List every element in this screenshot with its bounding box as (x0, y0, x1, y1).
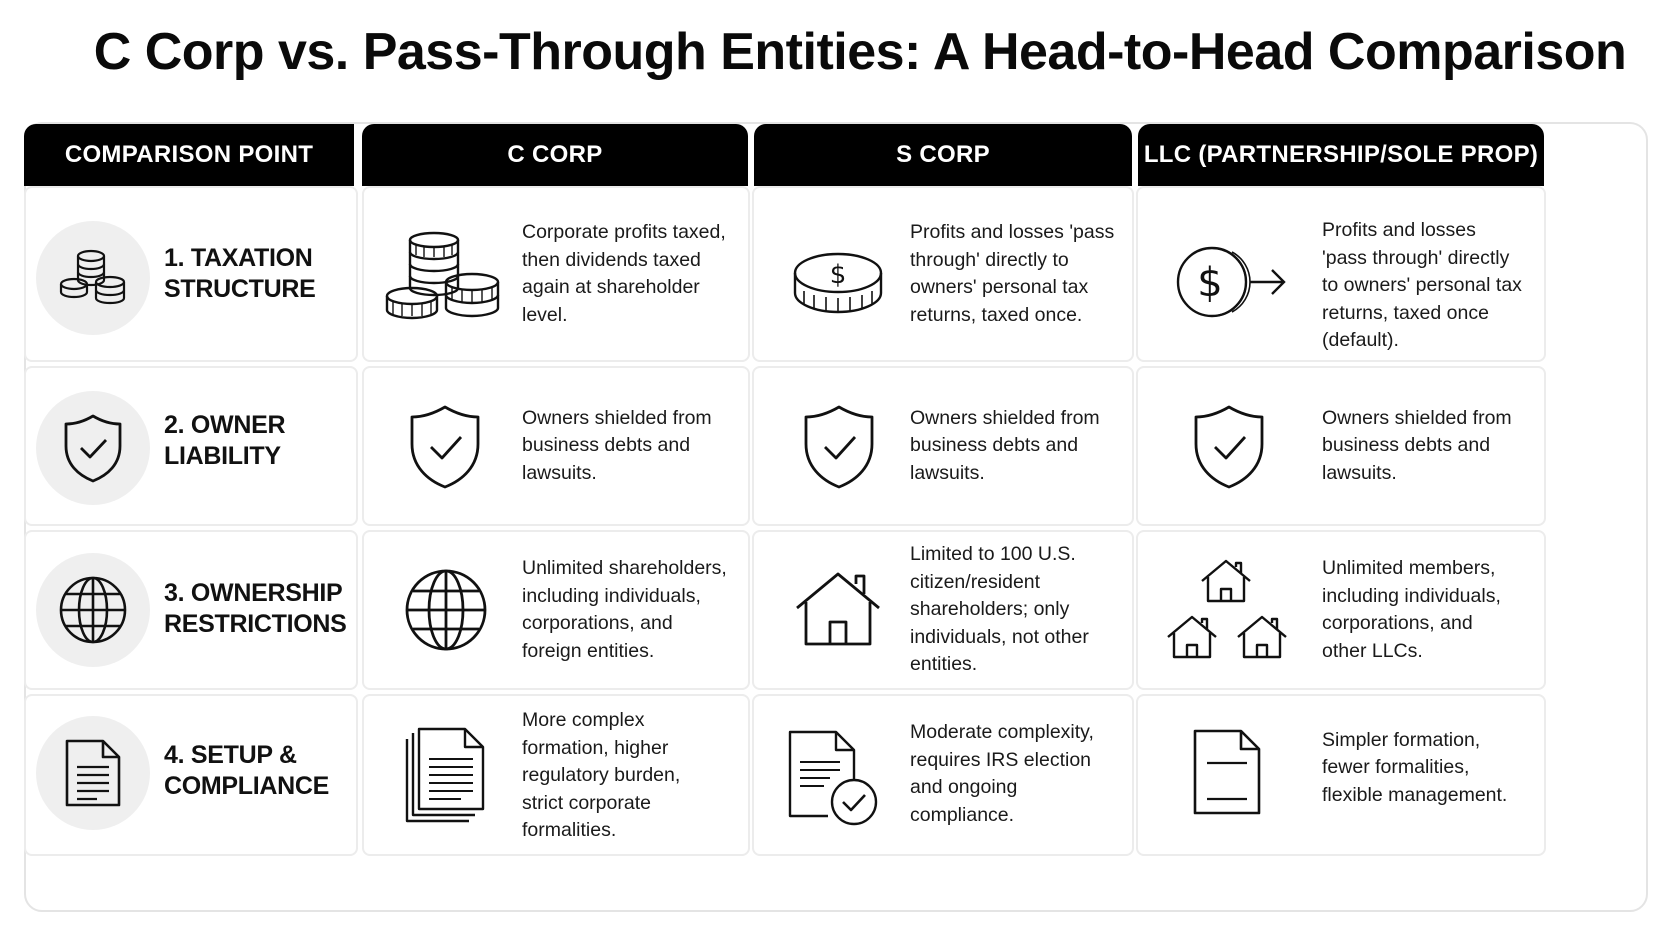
blank-document-icon (1191, 727, 1263, 817)
row-4-c-corp-text: More complex formation, higher regulatory burden, strict corporate formalities. (522, 709, 681, 842)
coin-stacks-icon (384, 230, 502, 326)
house-icon (794, 570, 882, 648)
row-4-c-corp-icon (402, 726, 488, 824)
svg-text:$: $ (1197, 260, 1223, 306)
document-icon (63, 737, 123, 809)
shield-check-icon (408, 403, 482, 491)
row-4-s-corp-text: Moderate complexity, requires IRS election and ongoing compliance. (910, 721, 1094, 826)
row-2-label: 2. OWNER LIABILITY (164, 411, 286, 470)
shield-check-icon (62, 412, 124, 484)
stacked-documents-icon (403, 727, 487, 823)
row-3-c-corp-text: Unlimited shareholders, including individuals, corporations, and foreign entities. (522, 557, 727, 662)
three-houses-icon (1164, 557, 1292, 665)
row-1-c-corp-text: Corporate profits taxed, then dividends taxed again at shareholder level. (522, 221, 726, 326)
coin-stacks-icon (58, 248, 128, 308)
row-3-s-corp-icon (794, 570, 882, 648)
svg-text:$: $ (829, 260, 847, 290)
row-2-llc-icon (1188, 402, 1270, 492)
row-1-c-corp-icon (384, 228, 502, 328)
header-s-corp: S CORP (754, 124, 1132, 186)
document-check-icon (786, 728, 882, 828)
row-2-llc-text: Owners shielded from business debts and lawsuits. (1322, 406, 1512, 484)
row-4-llc-text: Simpler formation, fewer formalities, flexible management. (1322, 728, 1508, 806)
row-4-label: 4. SETUP & COMPLIANCE (164, 741, 330, 800)
shield-check-icon (802, 403, 876, 491)
row-2-label-icon-circle (36, 391, 150, 505)
header-comparison-point: COMPARISON POINT (24, 124, 354, 186)
row-1-label: 1. TAXATION STRUCTURE (164, 244, 316, 303)
row-4-llc-icon (1190, 726, 1264, 818)
row-1-s-corp-icon (792, 250, 884, 320)
row-3-s-corp-text: Limited to 100 U.S. citizen/resident shareholders; only individuals, not other entities. (910, 543, 1089, 676)
header-c-corp: C CORP (362, 124, 748, 186)
row-2-s-corp-icon (798, 402, 880, 492)
row-4-s-corp-icon (786, 726, 882, 830)
shield-check-icon (1192, 403, 1266, 491)
row-1-llc-text: Profits and losses 'pass through' directly to owners' personal tax returns, taxed once (default). (1322, 219, 1522, 352)
page-title: C Corp vs. Pass-Through Entities: A Head-to-Head Comparison (93, 23, 1627, 81)
row-4-label-icon-circle (36, 716, 150, 830)
row-2-s-corp-text: Owners shielded from business debts and lawsuits. (910, 406, 1100, 484)
row-1-llc-icon (1170, 242, 1288, 322)
row-1-label-icon-circle (36, 221, 150, 335)
header-llc: LLC (PARTNERSHIP/SOLE PROP) (1138, 124, 1544, 186)
dollar-coin-arrow-icon (1170, 242, 1288, 322)
row-3-label: 3. OWNERSHIP RESTRICTIONS (164, 579, 347, 638)
row-1-s-corp-text: Profits and losses 'pass through' directly to owners' personal tax returns, taxed once. (910, 221, 1115, 326)
globe-icon (403, 567, 489, 653)
row-3-llc-text: Unlimited members, including individuals, corporations, and other LLCs. (1322, 557, 1501, 662)
row-3-label-icon-circle (36, 553, 150, 667)
globe-icon (57, 574, 129, 646)
row-2-c-corp-text: Owners shielded from business debts and lawsuits. (522, 406, 712, 484)
row-3-c-corp-icon (402, 566, 490, 654)
row-3-llc-icon (1164, 556, 1292, 666)
dollar-coin-icon (792, 251, 884, 319)
row-2-c-corp-icon (404, 402, 486, 492)
